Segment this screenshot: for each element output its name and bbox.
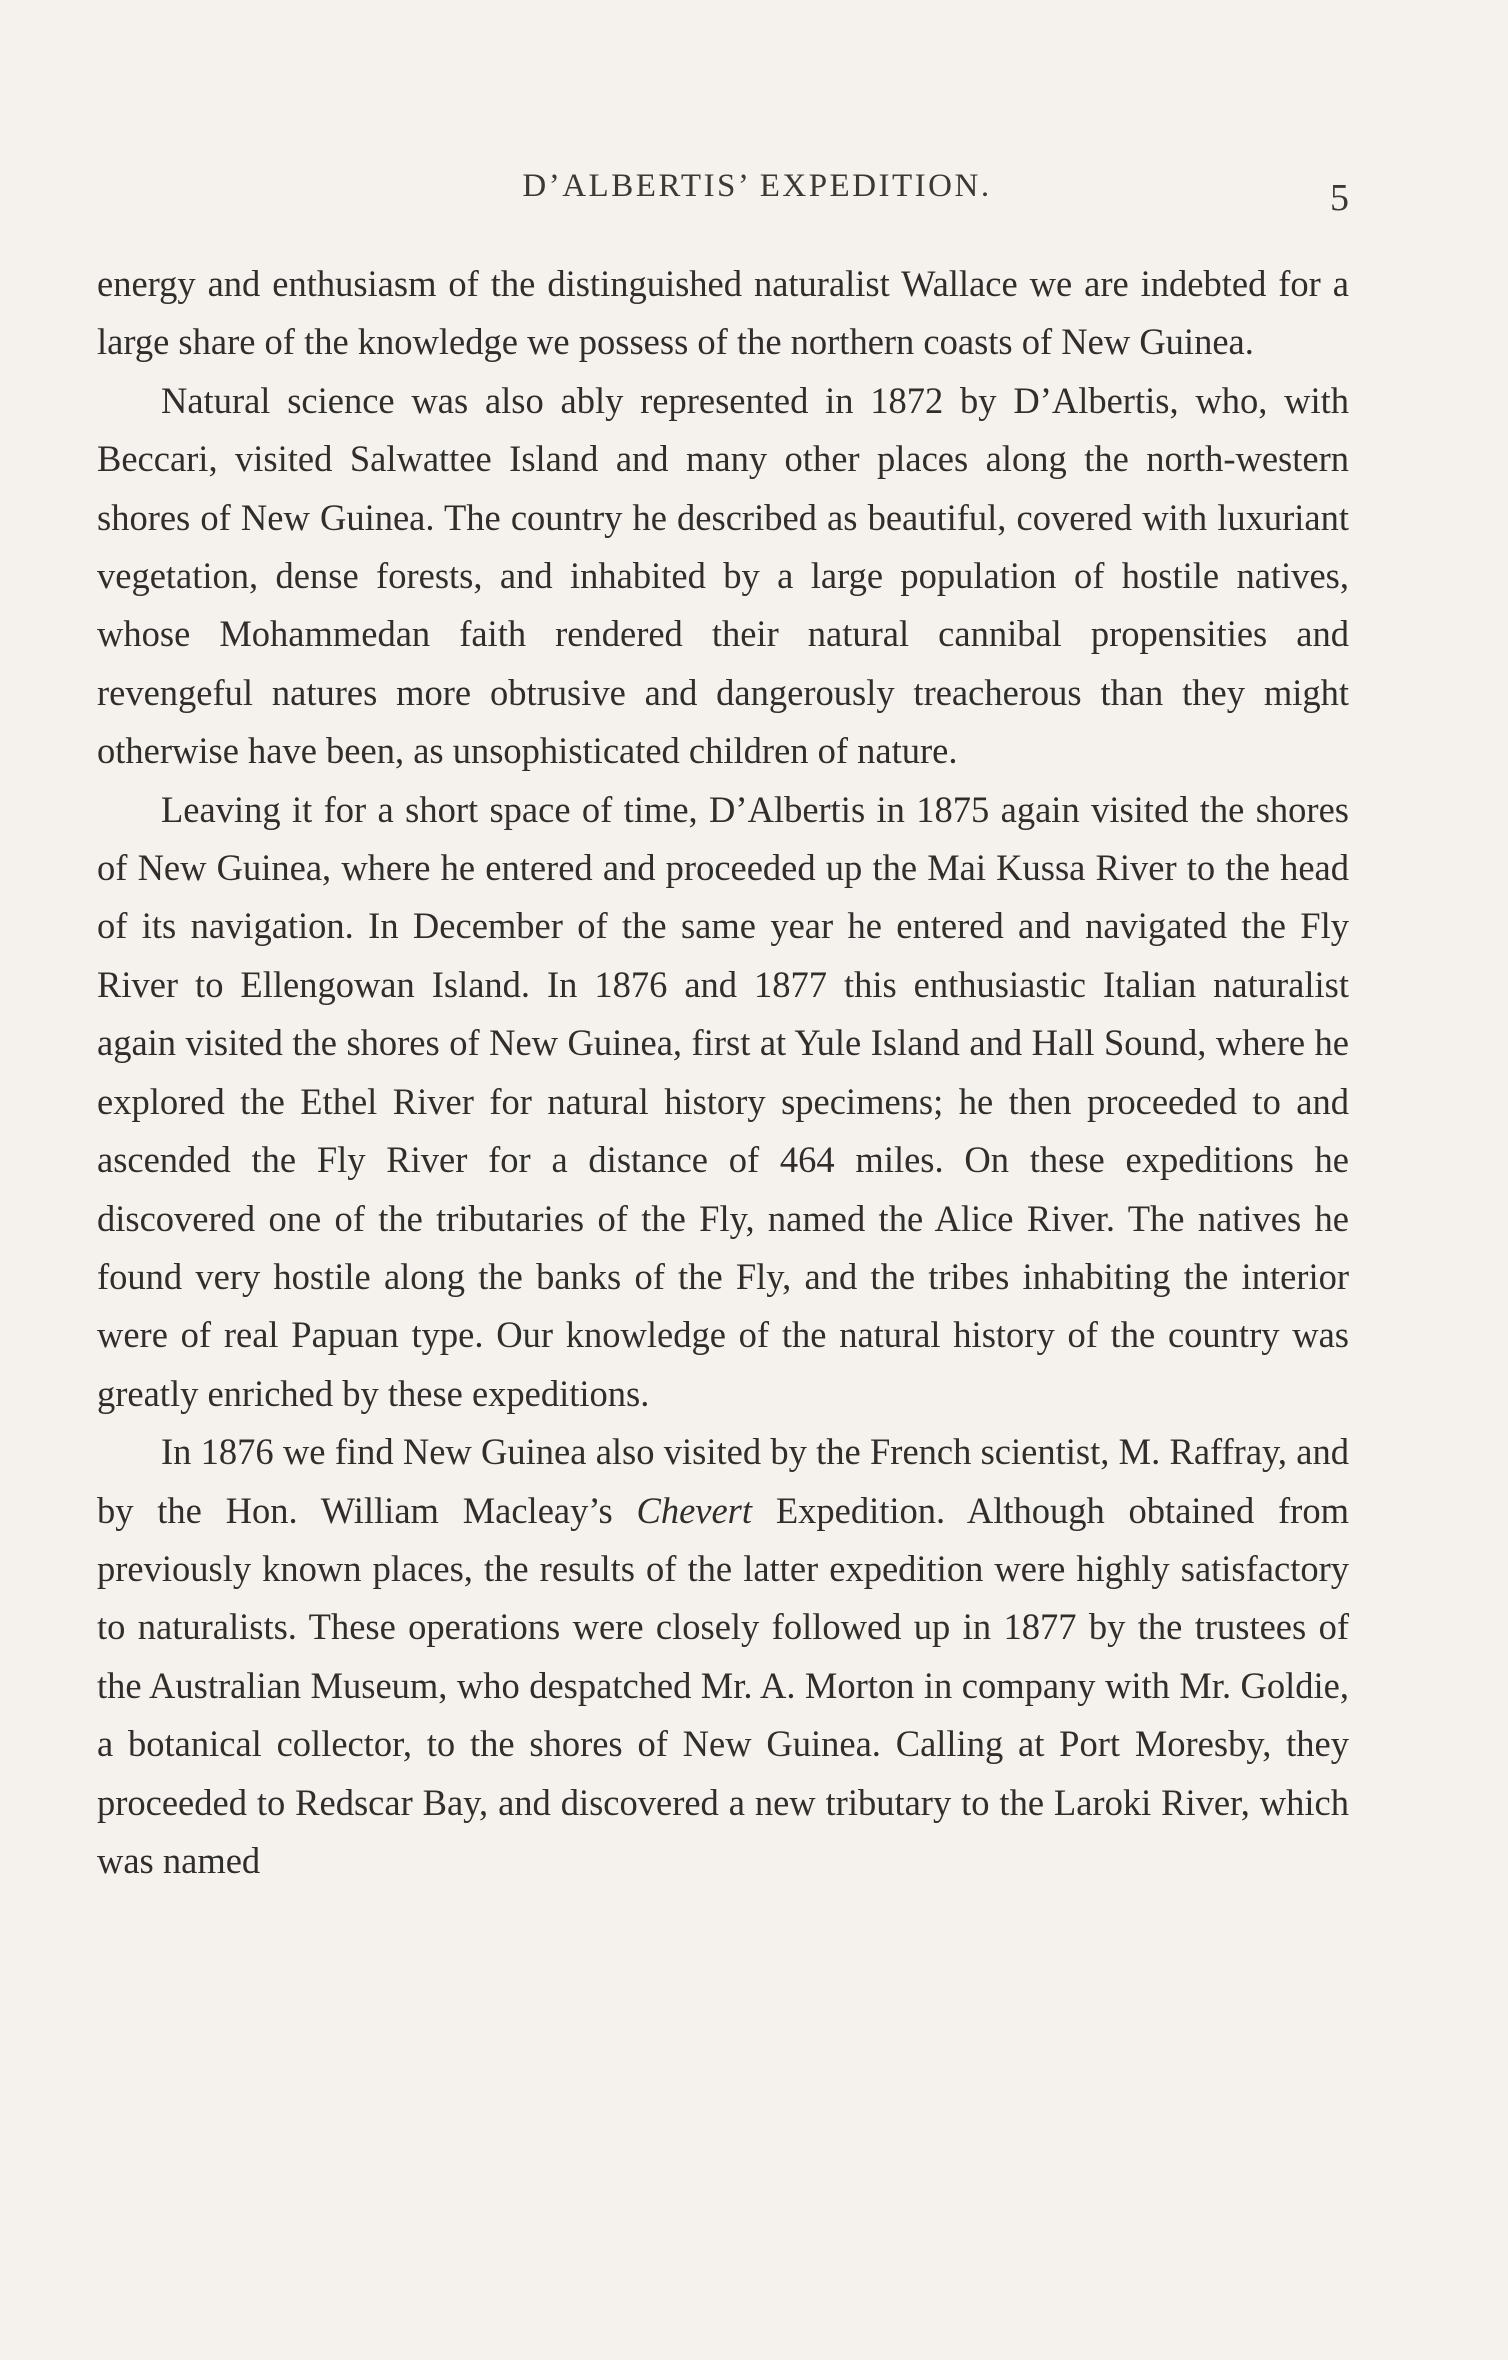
running-head bbox=[97, 168, 1347, 218]
paragraph-raffray-chevert bbox=[97, 1423, 1349, 1890]
paragraph-continuation: energy and enthusiasm of the distinguished naturalist Wallace we are indebted for a large share of the knowledge we possess of the northern coasts of New Guinea. bbox=[97, 263, 1349, 363]
body-text bbox=[97, 255, 1349, 1890]
page-number: 5 bbox=[1330, 177, 1349, 219]
paragraph-text-start: In 1876 we find New Guinea also visited by the French scientist, M. Raffray, and by the Hon. William Macleay’s bbox=[97, 1431, 1349, 1531]
running-title: D’ALBERTIS’ EXPEDITION. bbox=[522, 168, 992, 204]
paragraph-text-end: Expedition. Although obtained from previously known places, the results of the latter expedition were highly satisfactory to naturalists. These operations were closely followed up in 1877 by the trustees of the Australian Museum, who despatched Mr. A. Morton in company with Mr. Goldie, a botanical collector, to the shores of New Guinea. Calling at Port Moresby, they proceeded to Redscar Bay, and discovered a new tributary to the Laroki River, which was named bbox=[97, 1489, 1349, 1881]
paragraph-dalbertis-1875: Leaving it for a short space of time, D’Albertis in 1875 again visited the shores of New Guinea, where he entered and proceeded up the Mai Kussa River to the head of its navigation. In December of the same year he entered and navigated the Fly River to Ellengowan Island. In 1876 and 1877 this enthusiastic Italian naturalist again visited the shores of New Guinea, first at Yule Island and Hall Sound, where he explored the Ethel River for natural history specimens; he then proceeded to and ascended the Fly River for a distance of 464 miles. On these expeditions he discovered one of the tributaries of the Fly, named the Alice River. The natives he found very hostile along the banks of the Fly, and the tribes inhabiting the interior were of real Papuan type. Our knowledge of the natural history of the country was greatly enriched by these expeditions. bbox=[97, 788, 1349, 1414]
ship-name-italic: Chevert bbox=[636, 1489, 753, 1531]
paragraph-dalbertis-1872: Natural science was also ably represented in 1872 by D’Albertis, who, with Beccari, visited Salwattee Island and many other places along the north-western shores of New Guinea. The country he described as beautiful, covered with luxuriant vegetation, dense forests, and inhabited by a large population of hostile natives, whose Mohammedan faith rendered their natural cannibal propensities and revengeful natures more obtrusive and dangerously treacherous than they might otherwise have been, as unsophisticated children of nature. bbox=[97, 379, 1349, 772]
